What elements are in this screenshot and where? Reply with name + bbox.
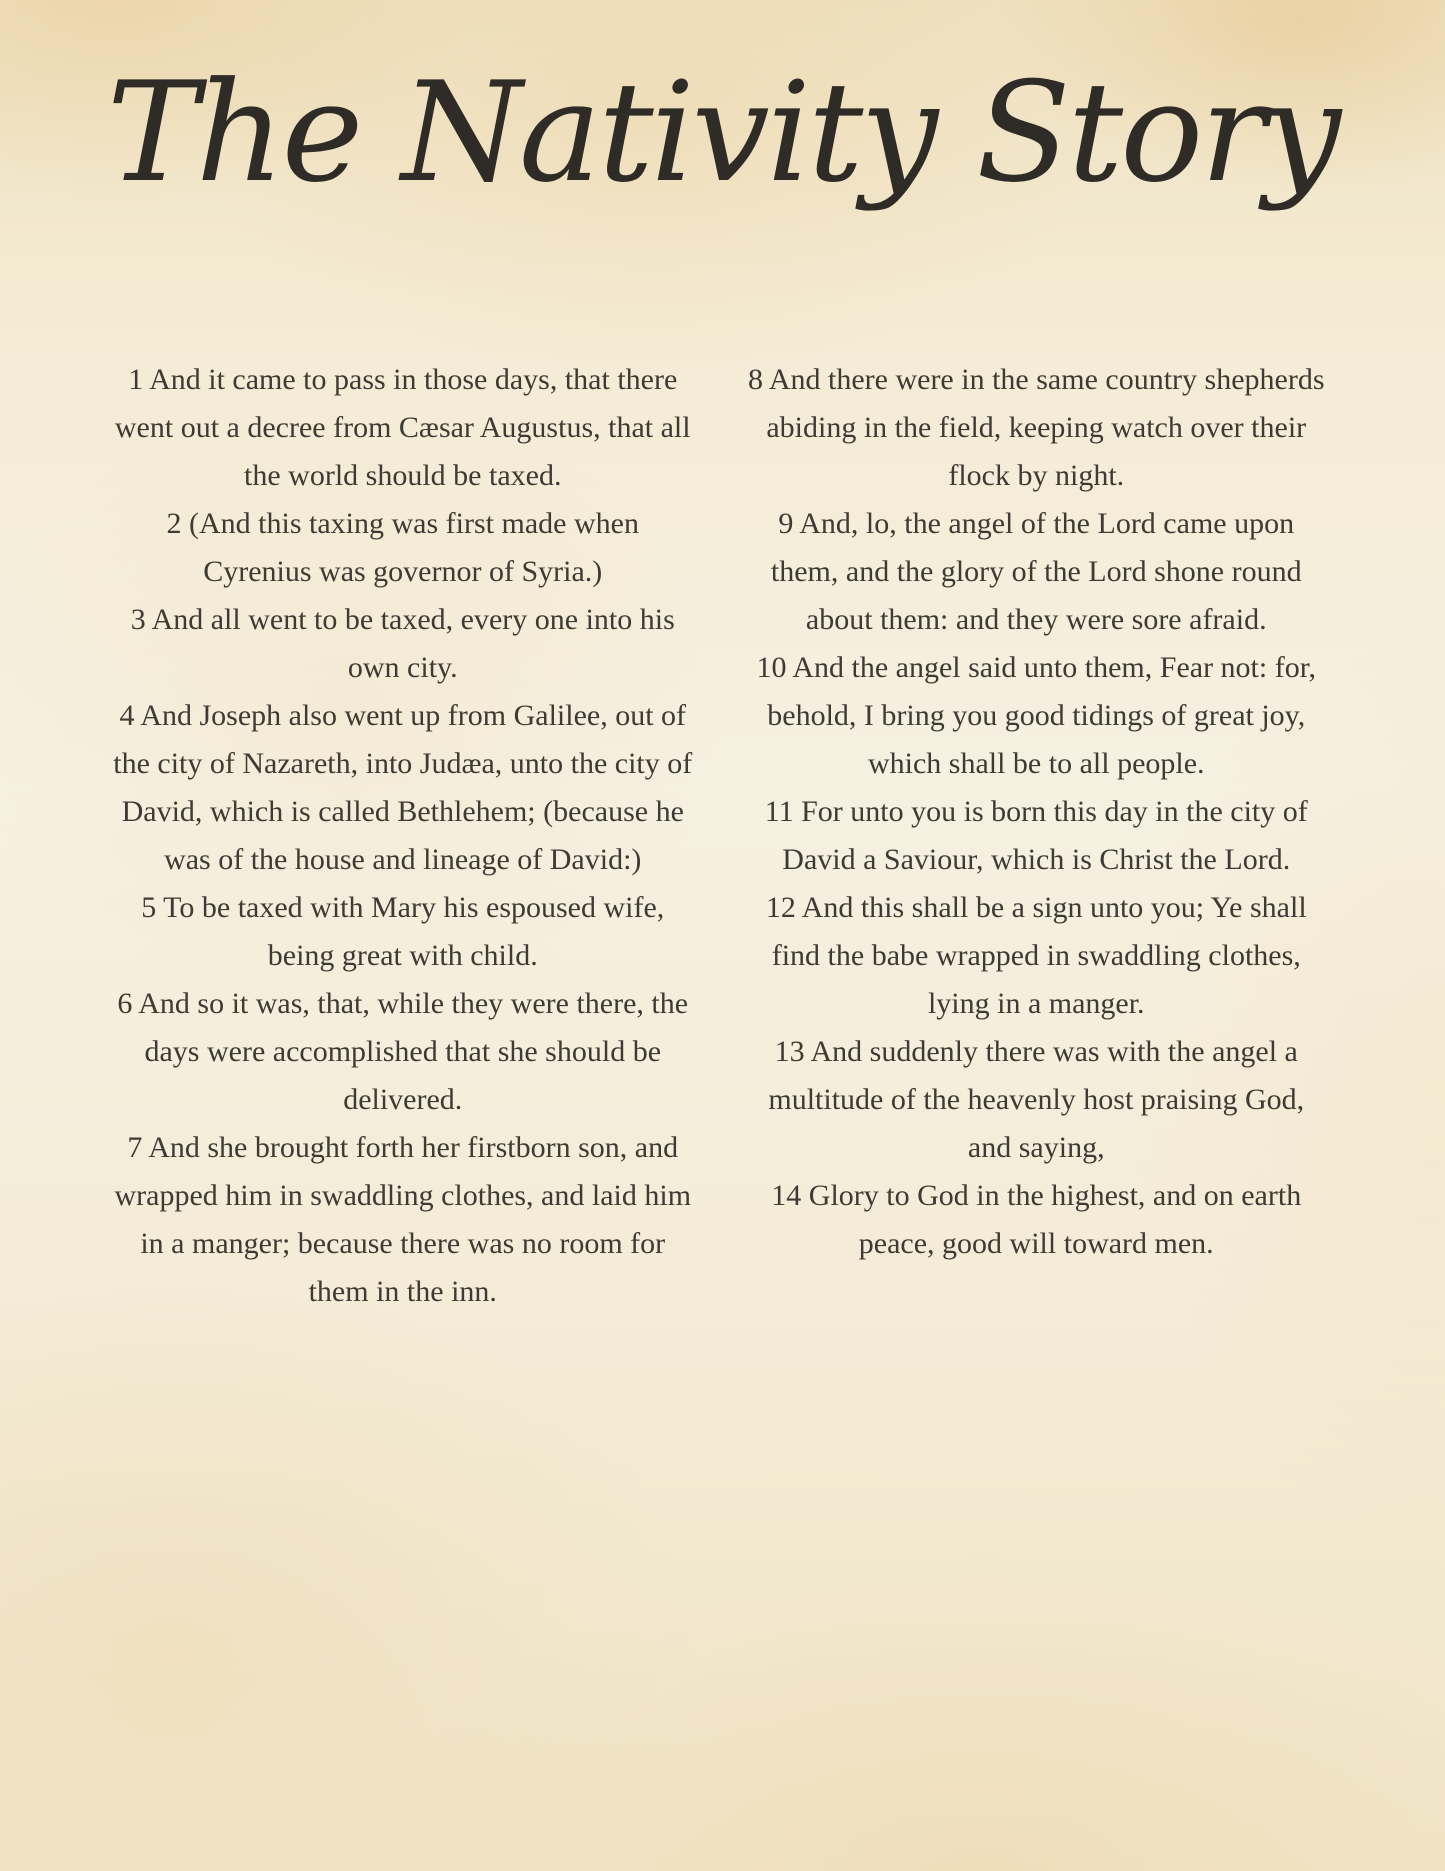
verse-columns [112,356,1327,1316]
left-column [112,356,694,1316]
verse-8: 8 And there were in the same country shepherds abiding in the field, keeping watch over their flock by night. [748,363,1325,492]
verse-1: 1 And it came to pass in those days, that there went out a decree from Cæsar Augustus, that all the world should be taxed. [114,363,691,492]
verse-2: 2 (And this taxing was first made when Cyrenius was governor of Syria.) [166,507,639,588]
verse-5: 5 To be taxed with Mary his espoused wife, being great with child. [141,891,665,972]
verse-7: 7 And she brought forth her firstborn son, and wrapped him in swaddling clothes, and laid him in a manger; because there was no room for them in the inn. [114,1131,692,1308]
verse-12: 12 And this shall be a sign unto you; Ye shall find the babe wrapped in swaddling clothes, lying in a manger. [765,891,1307,1020]
verse-6: 6 And so it was, that, while they were there, the days were accomplished that she should be delivered. [117,987,689,1116]
verse-11: 11 For unto you is born this day in the city of David a Saviour, which is Christ the Lord. [764,795,1308,876]
right-column [746,356,1328,1316]
verse-9: 9 And, lo, the angel of the Lord came upon them, and the glory of the Lord shone round about them: and they were sore afraid. [770,507,1302,636]
verse-3: 3 And all went to be taxed, every one into his own city. [130,603,675,684]
verse-4: 4 And Joseph also went up from Galilee, out of the city of Nazareth, into Judæa, unto the city of David, which is called Bethlehem; (because he was of the house and lineage of David:) [113,699,693,876]
verse-14: 14 Glory to God in the highest, and on earth peace, good will toward men. [771,1179,1302,1260]
verse-13: 13 And suddenly there was with the angel a multitude of the heavenly host praising God, and saying, [768,1035,1305,1164]
verse-10: 10 And the angel said unto them, Fear not: for, behold, I bring you good tidings of great joy, which shall be to all people. [756,651,1317,780]
page-title: The Nativity Story [106,52,1339,213]
